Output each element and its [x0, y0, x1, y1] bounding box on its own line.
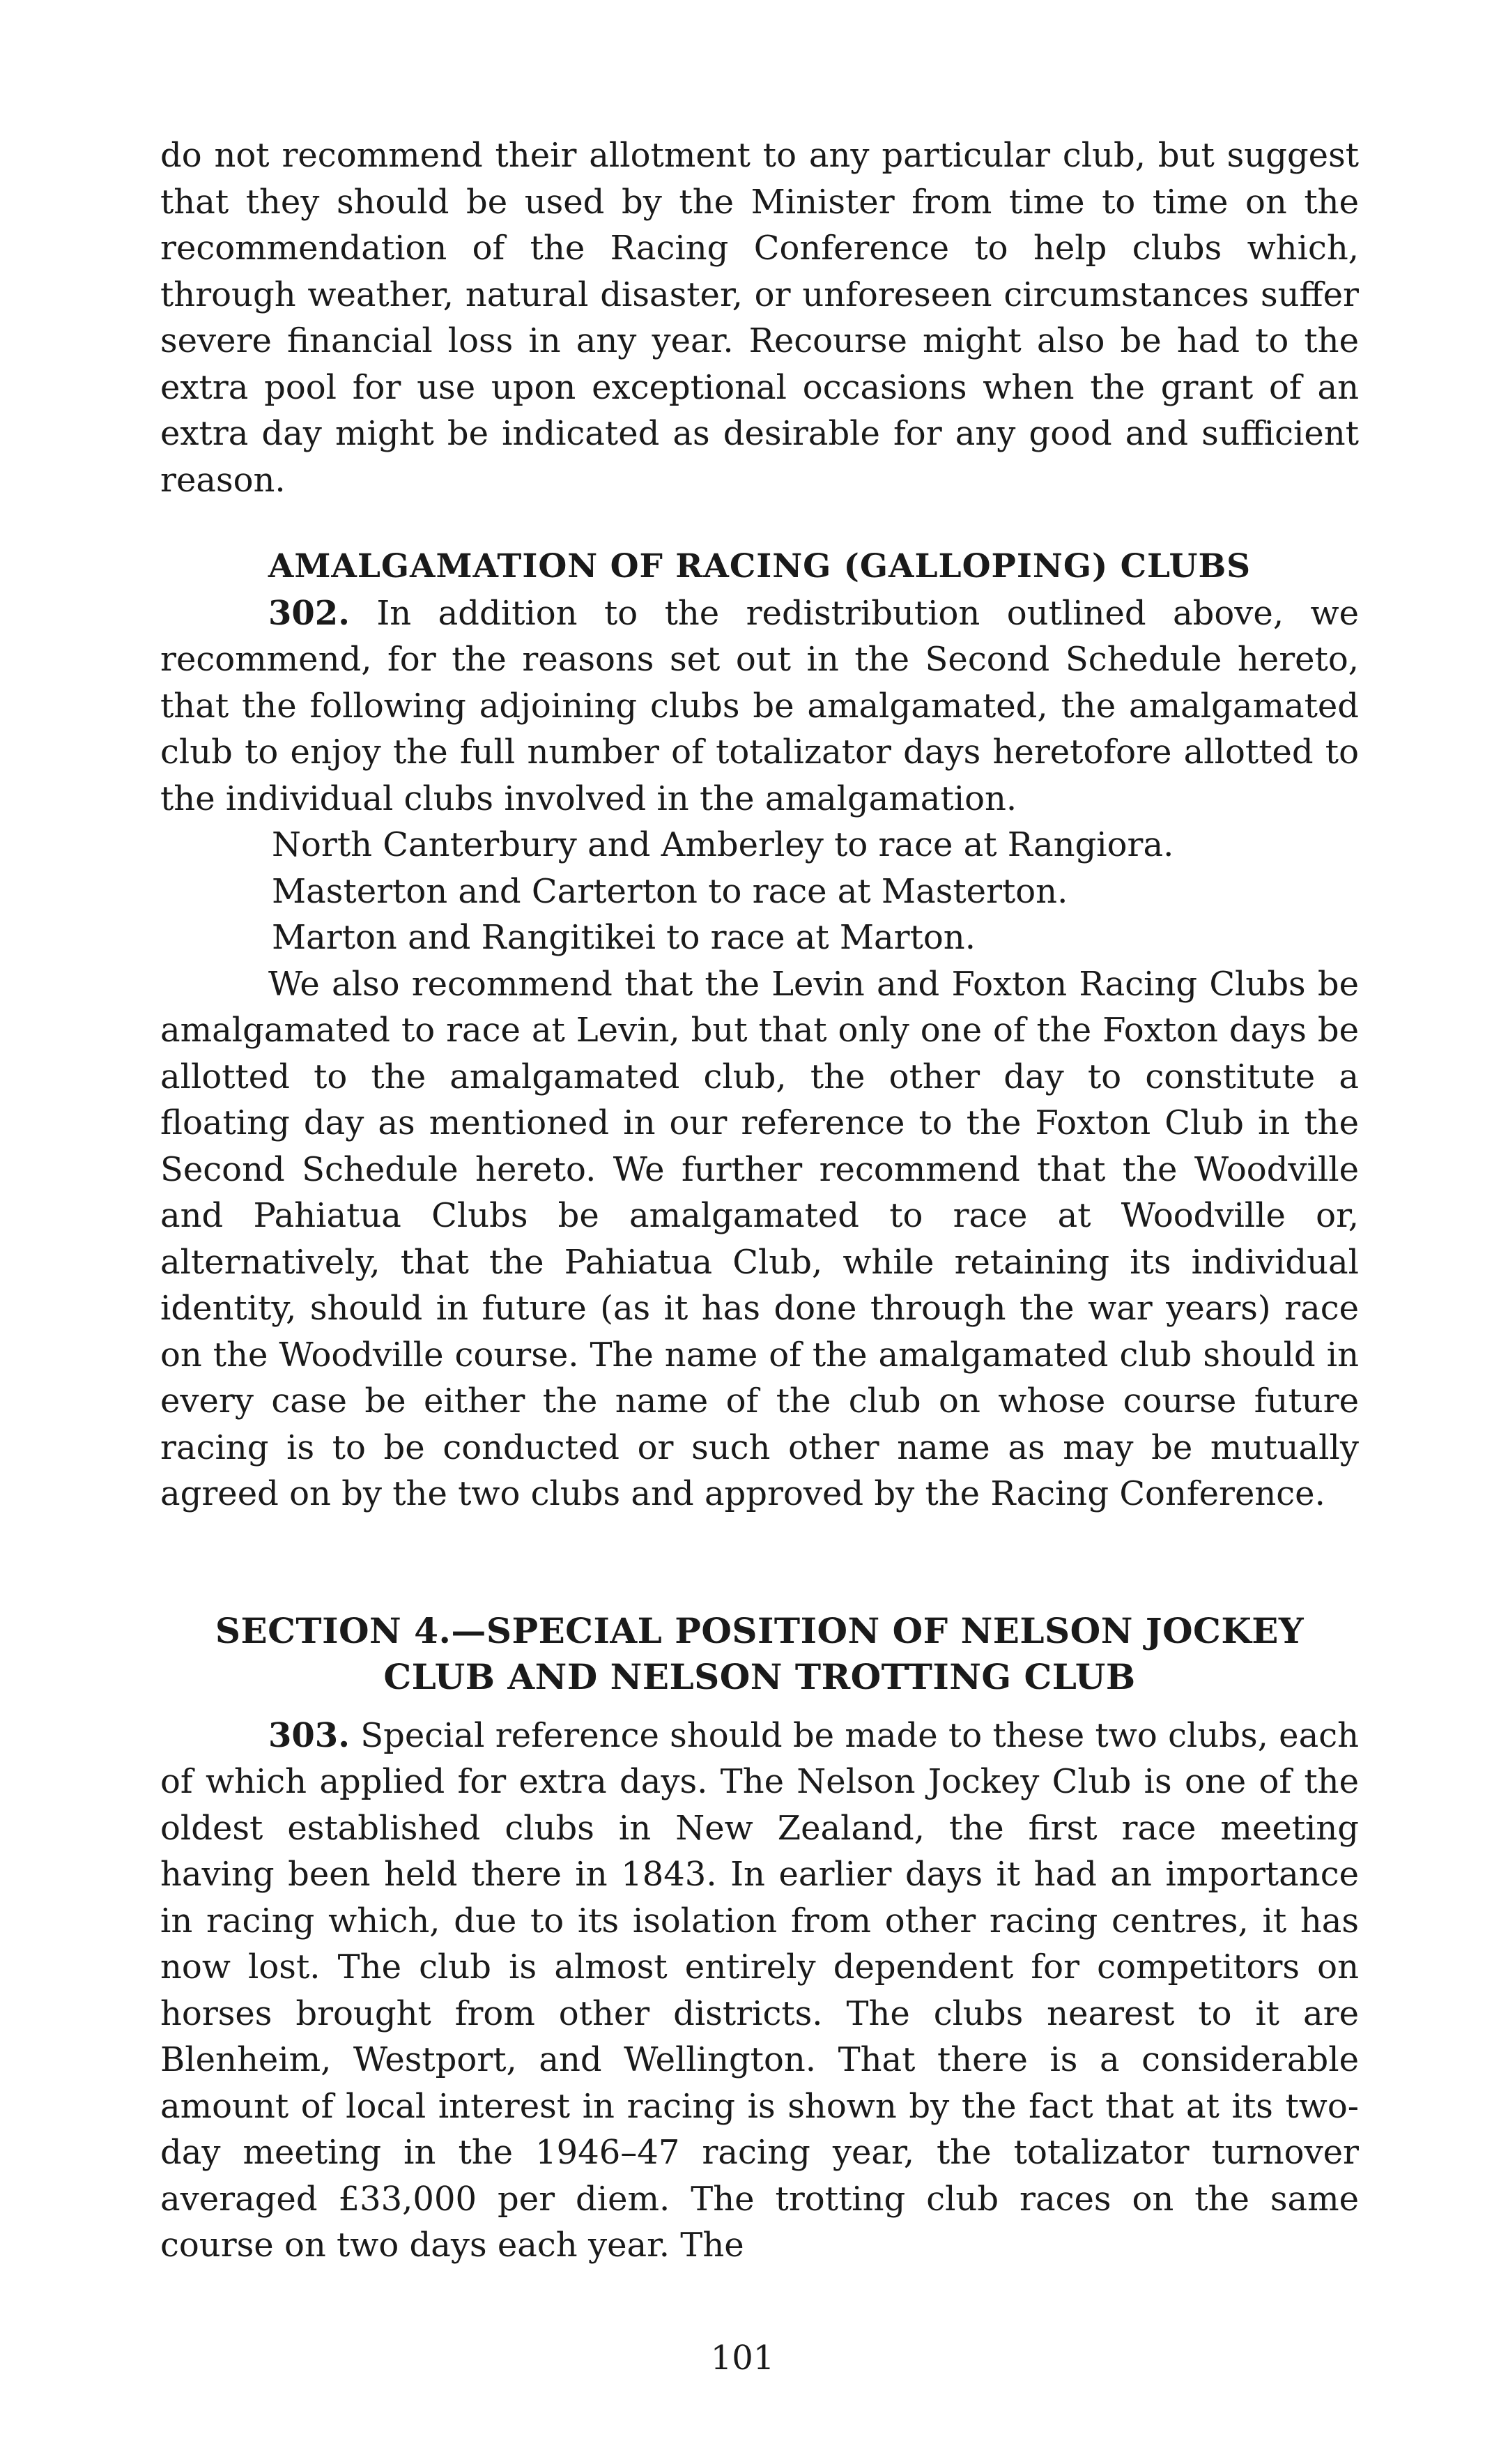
list-item: North Canterbury and Amberley to race at Rangiora. [272, 825, 1174, 864]
page-number: 101 [710, 2339, 775, 2378]
paragraph-303-text: Special reference should be made to these two clubs, each of which applied for extra days. The Nelson Jockey Club is one of the oldest established clubs in New Zealand, the first race meeting having been held there in 1843. In earlier days it had an importance in racing which, due to its isolation from other racing centres, it has now lost. The club is almost entirely dependent for competitors on horses brought from other districts. The clubs nearest to it are Blenheim, Westport, and Wellington. That there is a considerable amount of local interest in racing is shown by the fact that at its two-day meeting in the 1946–47 racing year, the totalizator turnover averaged £33,000 per diem. The trotting club races on the same course on two days each year. The [160, 1715, 1359, 2265]
paragraph-number-302: 302. [268, 593, 350, 633]
document-page [160, 132, 1359, 2269]
section-heading-line-2: CLUB AND NELSON TROTTING CLUB [383, 1655, 1136, 1697]
list-item: Masterton and Carterton to race at Masterton. [272, 871, 1068, 911]
amalgamation-list [160, 822, 1359, 961]
section-heading [160, 1517, 1359, 1713]
paragraph-continued: do not recommend their allotment to any particular club, but suggest that they should be used by the Minister from time to time on the recommendation of the Racing Conference to help clubs which, through weather, natural disaster, or unforeseen circumstances suffer severe financial loss in any year. Recourse might also be had to the extra pool for use upon exceptional occasions when the grant of an extra day might be indicated as desirable for any good and sufficient reason. [160, 136, 1359, 500]
paragraph-302-text: In addition to the redistribution outlined above, we recommend, for the reasons set out in the Second Schedule hereto, that the following adjoining clubs be amalgamated, the amalgamated club to enjoy the full number of totalizator days heretofore allotted to the individual clubs involved in the amalgamation. [160, 593, 1359, 818]
paragraph-also-recommend: We also recommend that the Levin and Foxton Racing Clubs be amalgamated to race at Levin, but that only one of the Foxton days be allotted to the amalgamated club, the other day to constitute a floating day as mentioned in our reference to the Foxton Club in the Second Schedule hereto. We further recommend that the Woodville and Pahiatua Clubs be amalgamated to race at Woodville or, alternatively, that the Pahiatua Club, while retaining its individual identity, should in future (as it has done through the war years) race on the Woodville course. The name of the amalgamated club should in every case be either the name of the club on whose course future racing is to be conducted or such other name as may be mutually agreed on by the two clubs and approved by the Racing Conference. [160, 964, 1359, 1513]
subheading-amalgamation: AMALGAMATION OF RACING (GALLOPING) CLUBS [268, 547, 1252, 586]
paragraph-303 [160, 1713, 1359, 2269]
list-item: Marton and Rangitikei to race at Marton. [272, 918, 976, 957]
paragraph-number-303: 303. [268, 1715, 350, 1755]
paragraph-302 [160, 590, 1359, 822]
section-heading-line-1: SECTION 4.—SPECIAL POSITION OF NELSON JOCKEY [215, 1609, 1305, 1651]
